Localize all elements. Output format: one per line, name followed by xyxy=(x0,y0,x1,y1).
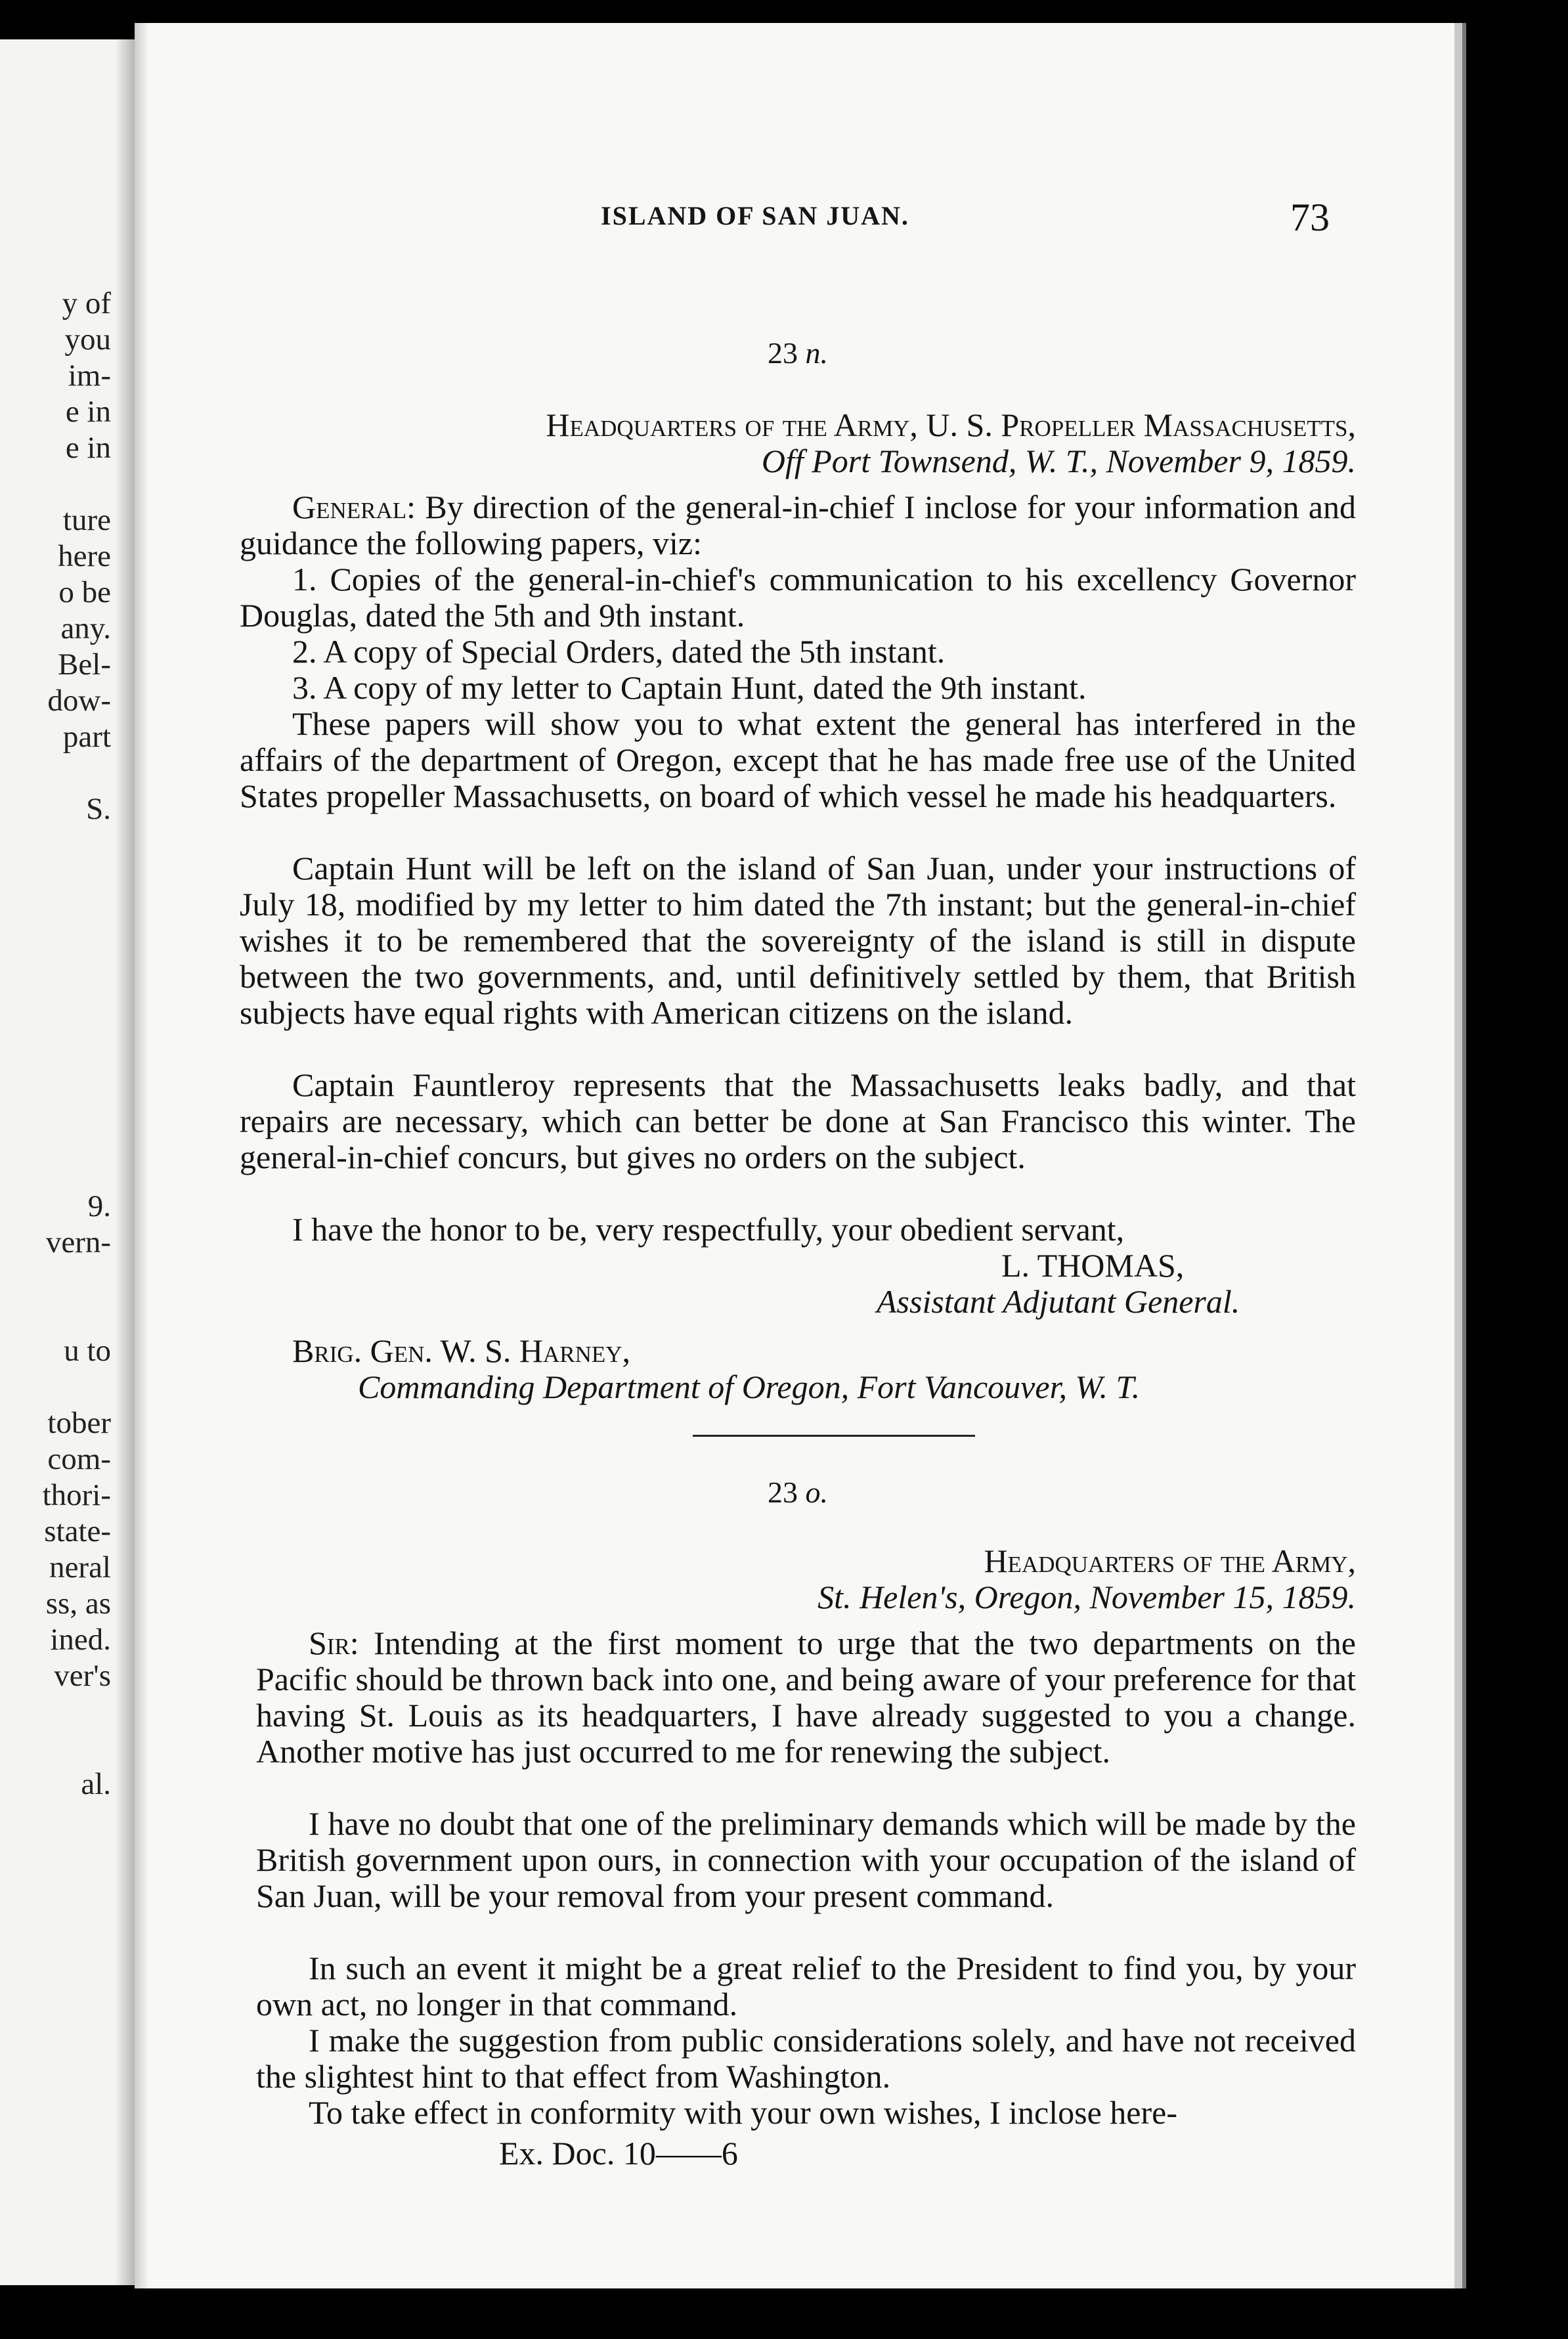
signer-title: Assistant Adjutant General. xyxy=(877,1283,1240,1320)
addressee-line1 xyxy=(292,1333,630,1369)
facing-page-line: com- xyxy=(47,1442,111,1476)
page-edge xyxy=(135,23,149,2288)
page-number: 73 xyxy=(1290,196,1330,239)
facing-page-line: ture xyxy=(62,503,111,537)
salutation: Sir: xyxy=(309,1625,359,1661)
document-number-23o xyxy=(240,1474,1356,1510)
addressee-line2: Commanding Department of Oregon, Fort Vancouver, W. T. xyxy=(358,1368,1141,1405)
paragraph: I make the suggestion from public considerations solely, and have not received the slightest hint to that effect from Washington. xyxy=(256,2022,1356,2095)
paragraph-text: By direction of the general-in-chief I inclose for your information and guidance the following papers, viz: xyxy=(240,489,1356,561)
facing-page-line: e in xyxy=(65,431,111,465)
document-number-23n xyxy=(240,335,1356,371)
facing-page-line: e in xyxy=(65,395,111,429)
running-head: ISLAND OF SAN JUAN. xyxy=(601,201,909,230)
paragraph: To take effect in conformity with your own wishes, I inclose here- xyxy=(309,2094,1177,2131)
section-divider xyxy=(693,1435,975,1437)
facing-page-line: state- xyxy=(44,1514,111,1548)
facing-page-line: ss, as xyxy=(45,1586,111,1621)
salutation: General: xyxy=(292,489,416,525)
facing-page-line: o be xyxy=(58,575,111,609)
paragraph-text: Intending at the first moment to urge that the two departments on the Pacific should be thrown back into one, and being aware of your preference for that having St. Louis as its headquarters, I have already suggested to you a change. Another motive has just occurred to me for renewing the subject. xyxy=(256,1625,1357,1770)
facing-page-line: here xyxy=(58,539,111,573)
facing-page-line: ined. xyxy=(50,1623,111,1657)
signature-mark: Ex. Doc. 10——6 xyxy=(499,2135,738,2172)
facing-page-line: 9. xyxy=(87,1189,111,1223)
facing-page-line: part xyxy=(62,720,111,754)
list-item: 2. A copy of Special Orders, dated the 5th instant. xyxy=(292,633,946,670)
list-item: 1. Copies of the general-in-chief's communication to his excellency Governor Douglas, dated the 5th and 9th instant. xyxy=(240,561,1356,634)
paragraph: Captain Fauntleroy represents that the Massachusetts leaks badly, and that repairs are necessary, which can better be done at San Francisco this winter. The general-in-chief concurs, but gives no orders on the subject. xyxy=(240,1066,1356,1175)
paragraph: I have no doubt that one of the preliminary demands which will be made by the British government upon ours, in connection with your occupation of the island of San Juan, will be your removal from your present command. xyxy=(256,1805,1356,1914)
doc-number: 23 xyxy=(768,336,798,370)
closing: I have the honor to be, very respectfully, your obedient servant, xyxy=(292,1211,1125,1248)
letter-heading-line1: Headquarters of the Army, xyxy=(984,1542,1356,1579)
facing-page-line: dow- xyxy=(47,684,111,718)
facing-page-line: y of xyxy=(62,286,111,320)
facing-page-line: tober xyxy=(47,1406,111,1440)
letter-heading-line2: Off Port Townsend, W. T., November 9, 1859. xyxy=(761,443,1356,479)
paragraph: Captain Hunt will be left on the island of San Juan, under your instructions of July 18, modified by my letter to him dated the 7th instant; but the general-in-chief wishes it to be remembered that the sovereignty of the island is still in dispute between the two governments, and, until definitively settled by them, that British subjects have equal rights with American citizens on the island. xyxy=(240,850,1356,1031)
paragraph xyxy=(240,489,1356,561)
list-item: 3. A copy of my letter to Captain Hunt, dated the 9th instant. xyxy=(292,669,1087,706)
facing-page-line: any. xyxy=(60,611,111,645)
facing-page-line: ver's xyxy=(54,1659,111,1693)
paragraph: These papers will show you to what extent the general has interfered in the affairs of the department of Oregon, except that he has made free use of the United States propeller Massachusetts, on board of which vessel he made his headquarters. xyxy=(240,705,1356,814)
page-gutter xyxy=(115,39,135,2285)
signer-name: L. THOMAS, xyxy=(1001,1247,1185,1284)
facing-page-line: thori- xyxy=(42,1478,111,1512)
paragraph xyxy=(256,1625,1356,1770)
facing-page xyxy=(0,39,137,2285)
facing-page-line: S. xyxy=(86,792,111,826)
paragraph: In such an event it might be a great relief to the President to find you, by your own act, no longer in that command. xyxy=(256,1950,1356,2022)
facing-page-line: you xyxy=(64,322,111,357)
doc-suffix: n. xyxy=(805,336,828,370)
facing-page-line: neral xyxy=(49,1550,111,1585)
doc-suffix: o. xyxy=(805,1476,828,1509)
facing-page-line: u to xyxy=(64,1334,111,1368)
doc-number: 23 xyxy=(768,1476,798,1509)
facing-page-line: vern- xyxy=(45,1225,111,1259)
letter-heading-line1: Headquarters of the Army, U. S. Propeller Massachusetts, xyxy=(546,406,1356,443)
letter-heading-line2: St. Helen's, Oregon, November 15, 1859. xyxy=(817,1579,1356,1615)
facing-page-line: Bel- xyxy=(58,647,111,682)
addressee-name: Brig. Gen. W. S. Harney, xyxy=(292,1332,631,1369)
facing-page-line: im- xyxy=(68,359,111,393)
facing-page-line: al. xyxy=(81,1767,111,1801)
document-page xyxy=(135,23,1462,2288)
